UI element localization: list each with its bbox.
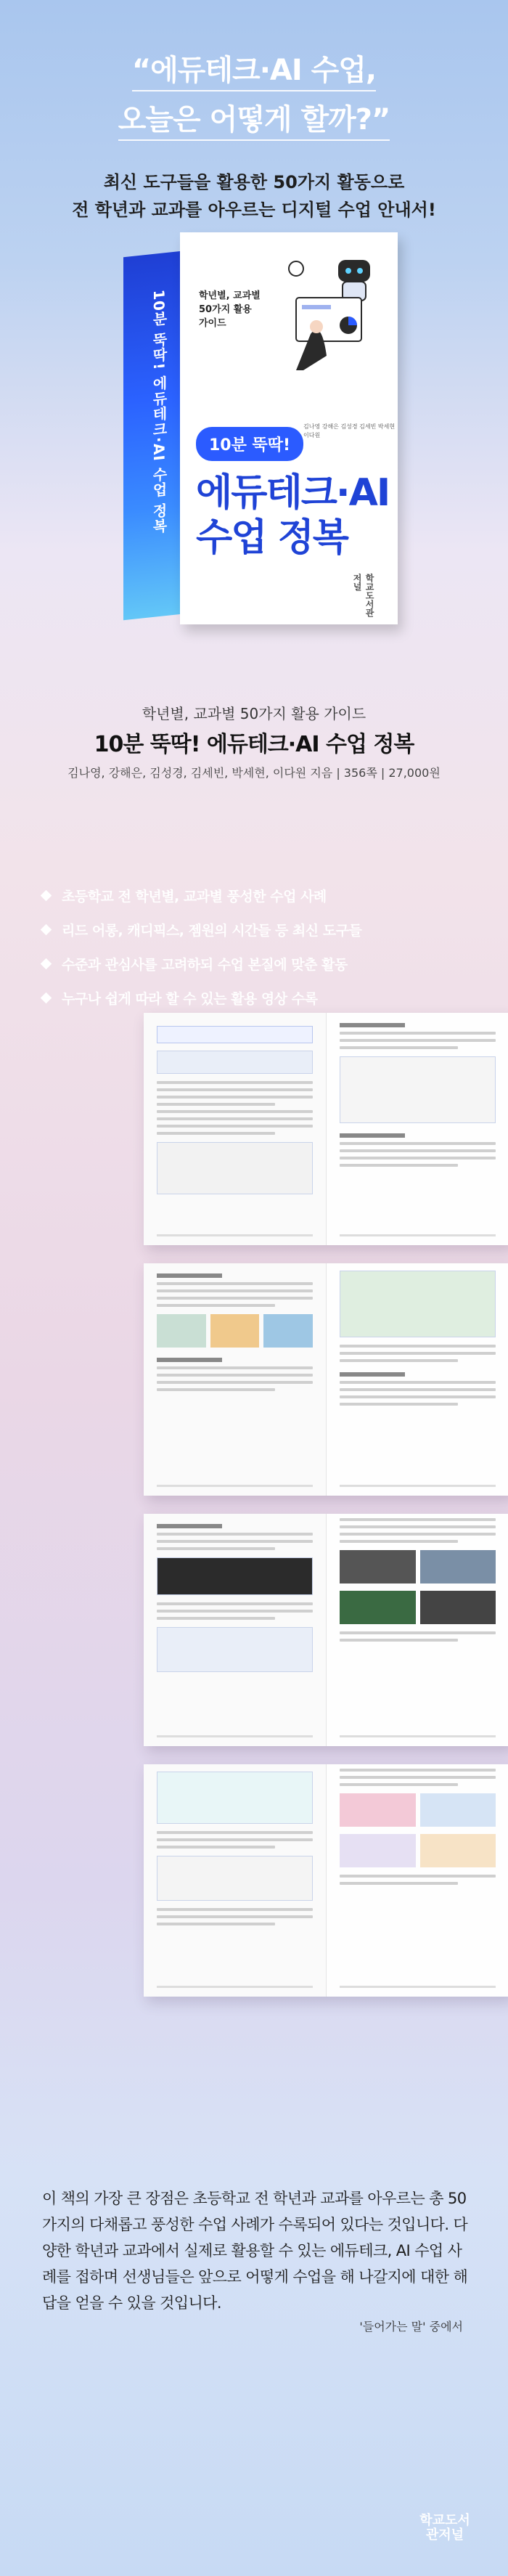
publisher-logo: 학교도서관저널 xyxy=(352,574,374,617)
cover-authors: 김나영 강해은 김성경 김세빈 박세현 이다원 xyxy=(303,423,396,439)
book-spread-preview xyxy=(144,1764,508,1997)
content-box xyxy=(157,1627,313,1672)
book-spread-preview xyxy=(144,1514,508,1746)
cover-badge: 10분 뚝딱! xyxy=(196,427,303,461)
content-box xyxy=(340,1271,496,1337)
feature-item: 누구나 쉽게 따라 할 수 있는 활용 영상 수록 xyxy=(42,981,478,1015)
content-box xyxy=(340,1056,496,1123)
quote-line-2: 오늘은 어떻게 할까?” xyxy=(118,103,390,141)
diamond-bullet-icon xyxy=(41,993,52,1004)
book-info xyxy=(0,703,508,783)
content-box xyxy=(157,1051,313,1074)
spread-page xyxy=(144,1263,327,1496)
book-meta: 김나영, 강해은, 김성경, 김세빈, 박세현, 이다원 지음 | 356쪽 | 27,000원 xyxy=(67,766,441,780)
content-box xyxy=(157,1142,313,1194)
intro-line-1: 최신 도구들을 활용한 50가지 활동으로 xyxy=(103,172,405,192)
feature-list xyxy=(42,879,478,1015)
feature-item: 초등학교 전 학년별, 교과별 풍성한 수업 사례 xyxy=(42,879,478,913)
cover-subtitle: 학년별, 교과별 50가지 활용 가이드 xyxy=(199,290,261,329)
diamond-bullet-icon xyxy=(41,890,52,902)
book-spread-preview xyxy=(144,1013,508,1245)
spread-page xyxy=(327,1013,508,1245)
spread-page xyxy=(327,1514,508,1746)
headline-quote xyxy=(0,51,508,139)
book-cover-image xyxy=(123,232,399,624)
feature-item: 리드 어롱, 캐디픽스, 젬원의 시간들 등 최신 도구들 xyxy=(42,913,478,947)
spine-title: 10분 뚝딱! 에듀테크·AI 수업 정복 xyxy=(150,288,168,535)
quote-line-1: “에듀테크·AI 수업, xyxy=(132,54,376,91)
content-box xyxy=(157,1557,313,1595)
book-title: 10분 뚝딱! 에듀테크·AI 수업 정복 xyxy=(94,732,414,757)
chapter-title-box xyxy=(157,1026,313,1043)
book-front-cover xyxy=(180,232,398,624)
book-description: 이 책의 가장 큰 장점은 초등학교 전 학년과 교과를 아우르는 총 50가지의 다채롭고 풍성한 수업 사례가 수록되어 있다는 것입니다. 다양한 학년과 교과에서 실제로 활용할 수 있는 에듀테크, AI 수업 사례를 접하며 선생님들은 앞으로 어떻게 수업을 해 나갈지에 대한 해답을 얻을 수 있을 것입니다. xyxy=(42,2190,468,2312)
intro-text xyxy=(0,168,508,224)
spread-page xyxy=(144,1013,327,1245)
book-spread-preview xyxy=(144,1263,508,1496)
book-subtitle: 학년별, 교과별 50가지 활용 가이드 xyxy=(142,705,366,722)
content-box xyxy=(157,1772,313,1824)
teacher-robot-illustration xyxy=(282,247,390,370)
intro-line-2: 전 학년과 교과를 아우르는 디지털 수업 안내서! xyxy=(72,200,436,220)
diamond-bullet-icon xyxy=(41,924,52,936)
spread-page xyxy=(144,1764,327,1997)
spread-page xyxy=(144,1514,327,1746)
feature-item: 수준과 관심사를 고려하되 수업 본질에 맞춘 활동 xyxy=(42,947,478,981)
diamond-bullet-icon xyxy=(41,958,52,970)
spread-page xyxy=(327,1764,508,1997)
spread-page xyxy=(327,1263,508,1496)
content-box xyxy=(157,1856,313,1901)
description-citation: '들어가는 말' 중에서 xyxy=(359,2320,463,2334)
publisher-footer-logo: 학교도서관저널 xyxy=(419,2513,470,2543)
book-spine xyxy=(123,251,180,620)
cover-title: 에듀테크·AI 수업 정복 xyxy=(196,471,390,560)
